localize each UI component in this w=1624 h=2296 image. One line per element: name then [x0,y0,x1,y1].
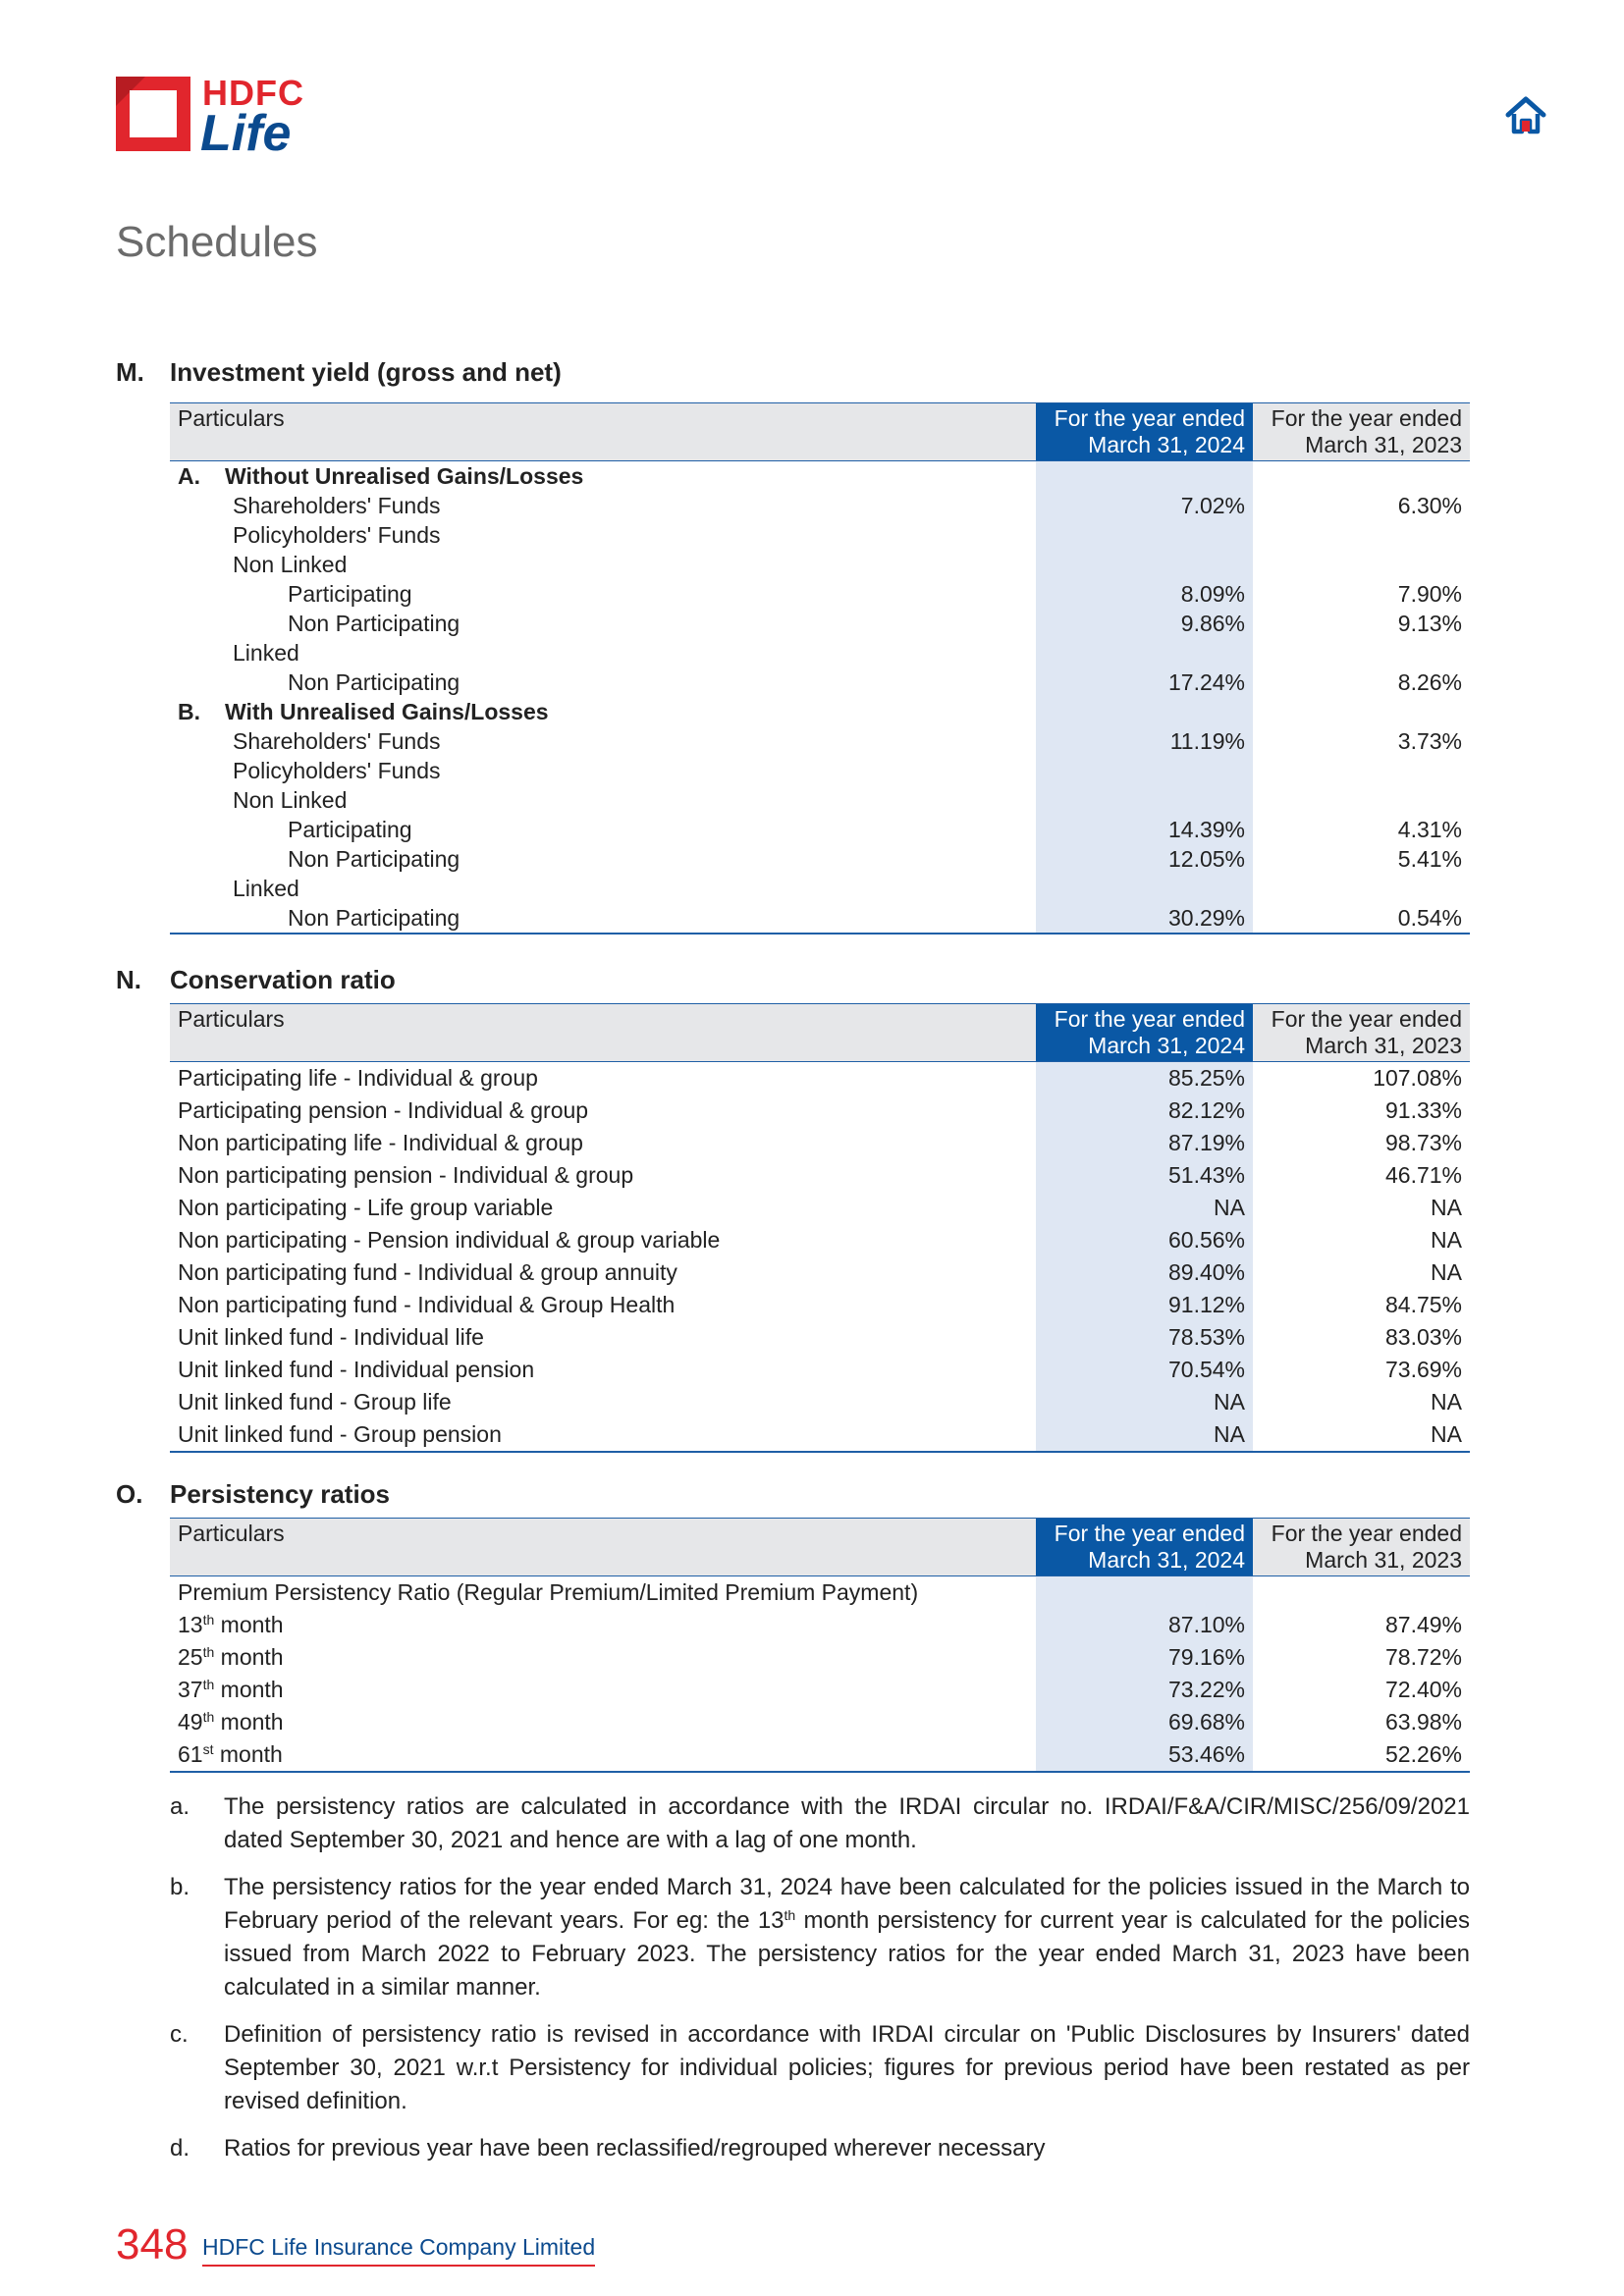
value-fy2023: 73.69% [1384,1357,1462,1382]
value-fy2024: 85.25% [1036,1062,1253,1095]
value-fy2023: NA [1253,1418,1470,1452]
row-label: Participating pension - Individual & group [178,1097,589,1123]
value-fy2023: NA [1431,1195,1462,1220]
note-text: The persistency ratios are calculated in accordance with the IRDAI circular no. IRDAI/F&A/CIR/MISC/256/09/2021 dated September 30, 2021 and hence are with a lag of one month. [224,1793,1470,1853]
row-label: Non participating life - Individual & group [178,1130,583,1155]
value-fy2023: 78.72% [1384,1644,1462,1670]
row-label [170,550,1036,579]
page-title: Schedules [116,218,318,266]
note-item: d. Ratios for previous year have been reclassified/regrouped wherever necessary [170,2132,1470,2165]
table-row [170,520,1470,550]
table-row [170,1321,1470,1354]
value-fy2024: 69.68% [1036,1706,1253,1738]
row-label: 13th month [178,1612,284,1637]
value-fy2024 [1036,785,1253,815]
col-fy2024: For the year ended March 31, 2024 [1036,1519,1253,1576]
section-n-heading [116,965,396,995]
value-fy2024: 78.53% [1036,1321,1253,1354]
row-label-text: Non Participating [288,846,460,872]
table-row [170,815,1470,844]
value-fy2023: NA [1431,1227,1462,1253]
row-label: 37th month [178,1677,284,1702]
col-fy2023: For the year ended March 31, 2023 [1253,403,1470,461]
table-row [170,1641,1470,1674]
row-label: Unit linked fund - Group pension [170,1418,1036,1452]
table-row [170,844,1470,874]
value-fy2024: NA [1036,1386,1253,1418]
table-row [170,1354,1470,1386]
value-fy2023 [1253,461,1470,492]
value-fy2023: 3.73% [1397,728,1462,754]
table-row [170,550,1470,579]
value-fy2023: 5.41% [1397,846,1462,872]
row-label: Unit linked fund - Group life [178,1389,452,1415]
col-particulars: Particulars [170,1004,1036,1062]
group-letter: A. [178,463,200,489]
row-label-text: Non Participating [288,669,460,695]
value-fy2024: 87.19% [1036,1127,1253,1159]
table-row [170,1095,1470,1127]
col-fy2024: For the year ended March 31, 2024 [1036,403,1253,461]
value-fy2023: 87.49% [1384,1612,1462,1637]
col-fy2024: For the year ended March 31, 2024 [1036,1004,1253,1062]
value-fy2023: 98.73% [1384,1130,1462,1155]
value-fy2023 [1253,756,1470,785]
row-label [170,579,1036,609]
section-letter: N. [116,965,141,994]
note-item: c. Definition of persistency ratio is revised in accordance with IRDAI circular on 'Public Disclosures by Insurers' dated September 30, 2021 w.r.t Persistency for individual policies; figures for previous period have been restated as per revised definition. [170,2018,1470,2118]
col-fy2023: For the year ended March 31, 2023 [1253,1004,1470,1062]
table-row [170,785,1470,815]
value-fy2024: 12.05% [1036,844,1253,874]
value-fy2024: 11.19% [1036,726,1253,756]
row-label: Non participating - Life group variable [178,1195,554,1220]
row-label-text: Non Linked [233,787,348,813]
table-header-row [170,1004,1470,1062]
value-fy2024 [1036,638,1253,667]
row-label: Non participating - Pension individual & group variable [178,1227,721,1253]
value-fy2023: 6.30% [1397,493,1462,518]
value-fy2023: 46.71% [1384,1162,1462,1188]
table-row [170,1127,1470,1159]
row-label [170,491,1036,520]
row-label: 25th month [178,1644,284,1670]
row-label [170,520,1036,550]
hdfc-life-logo [116,73,304,162]
table-row [170,756,1470,785]
row-label [170,874,1036,903]
value-fy2023: 84.75% [1384,1292,1462,1317]
value-fy2023 [1253,697,1470,726]
table-row [170,697,1470,726]
home-icon[interactable] [1504,94,1547,135]
table-row [170,726,1470,756]
section-m-heading [116,357,562,388]
value-fy2023: 4.31% [1397,817,1462,842]
value-fy2023: 9.13% [1397,611,1462,636]
value-fy2024 [1036,520,1253,550]
value-fy2023: 63.98% [1384,1709,1462,1735]
value-fy2024: 14.39% [1036,815,1253,844]
row-label [170,726,1036,756]
table-row [170,1289,1470,1321]
value-fy2023 [1253,785,1470,815]
value-fy2023: 52.26% [1253,1738,1470,1772]
group-title: Without Unrealised Gains/Losses [225,463,584,489]
value-fy2023: 83.03% [1384,1324,1462,1350]
conservation-ratio-table [170,1003,1470,1453]
col-particulars: Particulars [170,403,1036,461]
row-label: 61st month [170,1738,1036,1772]
value-fy2023 [1253,874,1470,903]
table-row [170,491,1470,520]
value-fy2024 [1036,697,1253,726]
value-fy2024 [1036,550,1253,579]
value-fy2023: NA [1431,1259,1462,1285]
company-name: HDFC Life Insurance Company Limited [202,2234,595,2267]
value-fy2024: 60.56% [1036,1224,1253,1256]
table-row [170,874,1470,903]
note-item: a. The persistency ratios are calculated in accordance with the IRDAI circular no. IRDAI/F&A/CIR/MISC/256/09/2021 dated September 30, 2021 and hence are with a lag of one month. [170,1790,1470,1857]
row-label [170,903,1036,934]
table-row [170,1576,1470,1610]
table-row [170,1192,1470,1224]
logo-mark [116,77,190,151]
value-fy2024: 30.29% [1036,903,1253,934]
value-fy2023: 107.08% [1373,1065,1462,1091]
row-label [170,756,1036,785]
row-label: Unit linked fund - Individual life [178,1324,484,1350]
notes-list [170,1790,1470,2179]
row-label-text: Shareholders' Funds [233,493,441,518]
row-label-text: Participating [288,581,412,607]
value-fy2024: 79.16% [1036,1641,1253,1674]
row-label [170,667,1036,697]
table-row [170,1674,1470,1706]
row-label-text: Non Participating [288,611,460,636]
value-fy2024: 7.02% [1036,491,1253,520]
row-label [170,461,1036,492]
section-title: Conservation ratio [170,965,396,994]
table-row [170,638,1470,667]
table-row [170,903,1470,934]
row-label: Participating life - Individual & group [178,1065,538,1091]
value-fy2023 [1253,638,1470,667]
value-fy2024: 17.24% [1036,667,1253,697]
row-label [170,638,1036,667]
value-fy2024: 87.10% [1036,1609,1253,1641]
note-text: Definition of persistency ratio is revised in accordance with IRDAI circular on 'Public Disclosures by Insurers' dated September 30, 2021 w.r.t Persistency for individual policies; figures for previous period have been restated as per revised definition. [224,2021,1470,2114]
row-label-text: Shareholders' Funds [233,728,441,754]
section-title: Persistency ratios [170,1479,391,1509]
value-fy2024 [1036,461,1253,492]
group-letter: B. [178,699,200,724]
value-fy2023: 72.40% [1384,1677,1462,1702]
value-fy2024: NA [1036,1418,1253,1452]
table-row [170,609,1470,638]
row-label-text: Policyholders' Funds [233,522,441,548]
row-label: Non participating fund - Individual & Group Health [178,1292,676,1317]
value-fy2024: 51.43% [1036,1159,1253,1192]
row-label [170,815,1036,844]
table-row [170,1418,1470,1452]
investment-yield-table [170,402,1470,934]
note-text: Ratios for previous year have been reclassified/regrouped wherever necessary [224,2135,1046,2162]
value-fy2023: 7.90% [1397,581,1462,607]
table-row [170,1256,1470,1289]
table-header-row [170,1519,1470,1576]
value-fy2023: NA [1431,1389,1462,1415]
section-o-heading [116,1479,390,1510]
table-row [170,579,1470,609]
logo-text-life: Life [200,105,292,162]
row-label-text: Non Linked [233,552,348,577]
row-label: Non participating fund - Individual & group annuity [178,1259,677,1285]
value-fy2024: 53.46% [1036,1738,1253,1772]
table-row [170,1609,1470,1641]
value-fy2024: NA [1036,1192,1253,1224]
value-fy2024: 89.40% [1036,1256,1253,1289]
value-fy2023: 91.33% [1384,1097,1462,1123]
persistency-intro: Premium Persistency Ratio (Regular Premium/Limited Premium Payment) [178,1579,919,1605]
value-fy2024 [1036,874,1253,903]
row-label-text: Policyholders' Funds [233,758,441,783]
value-fy2023: 8.26% [1397,669,1462,695]
table-row [170,667,1470,697]
note-item: b. The persistency ratios for the year ended March 31, 2024 have been calculated for the policies issued in the March to February period of the relevant years. For eg: the 13th month persistency for current year is calculated for the policies issued from March 2022 to February 2023. The persistency ratios for the year ended March 31, 2023 have been calculated in a similar manner. [170,1871,1470,2004]
row-label: Unit linked fund - Individual pension [178,1357,535,1382]
row-label-text: Linked [233,876,299,901]
row-label: Non participating pension - Individual & group [178,1162,634,1188]
col-particulars: Particulars [170,1519,1036,1576]
col-fy2023: For the year ended March 31, 2023 [1253,1519,1470,1576]
table-row [170,1738,1470,1772]
row-label-text: Linked [233,640,299,666]
table-row [170,461,1470,492]
value-fy2023: 0.54% [1253,903,1470,934]
row-label: 49th month [178,1709,284,1735]
value-fy2024: 70.54% [1036,1354,1253,1386]
section-letter: O. [116,1479,143,1509]
table-row [170,1386,1470,1418]
section-letter: M. [116,357,144,387]
value-fy2024: 8.09% [1036,579,1253,609]
table-row [170,1062,1470,1095]
row-label-text: Non Participating [288,905,460,931]
row-label [170,609,1036,638]
row-label [170,844,1036,874]
persistency-ratio-table [170,1518,1470,1773]
table-row [170,1706,1470,1738]
value-fy2023 [1253,550,1470,579]
page-number: 348 [116,2220,189,2269]
table-header-row [170,403,1470,461]
table-row [170,1159,1470,1192]
group-title: With Unrealised Gains/Losses [225,699,549,724]
table-row [170,1224,1470,1256]
value-fy2024 [1036,756,1253,785]
value-fy2024: 91.12% [1036,1289,1253,1321]
value-fy2023 [1253,520,1470,550]
row-label [170,785,1036,815]
note-text: The persistency ratios for the year ended March 31, 2024 have been calculated for the policies issued in the March to February period of the relevant years. For eg: the 13th month persistency for current year is calculated for the policies issued from March 2022 to February 2023. The persistency ratios for the year ended March 31, 2023 have been calculated in a similar manner. [224,1874,1470,2001]
logo-text-hdfc: HDFC [202,73,304,113]
value-fy2024: 82.12% [1036,1095,1253,1127]
value-fy2024: 9.86% [1036,609,1253,638]
section-title: Investment yield (gross and net) [170,357,562,387]
value-fy2024: 73.22% [1036,1674,1253,1706]
row-label-text: Participating [288,817,412,842]
row-label [170,697,1036,726]
